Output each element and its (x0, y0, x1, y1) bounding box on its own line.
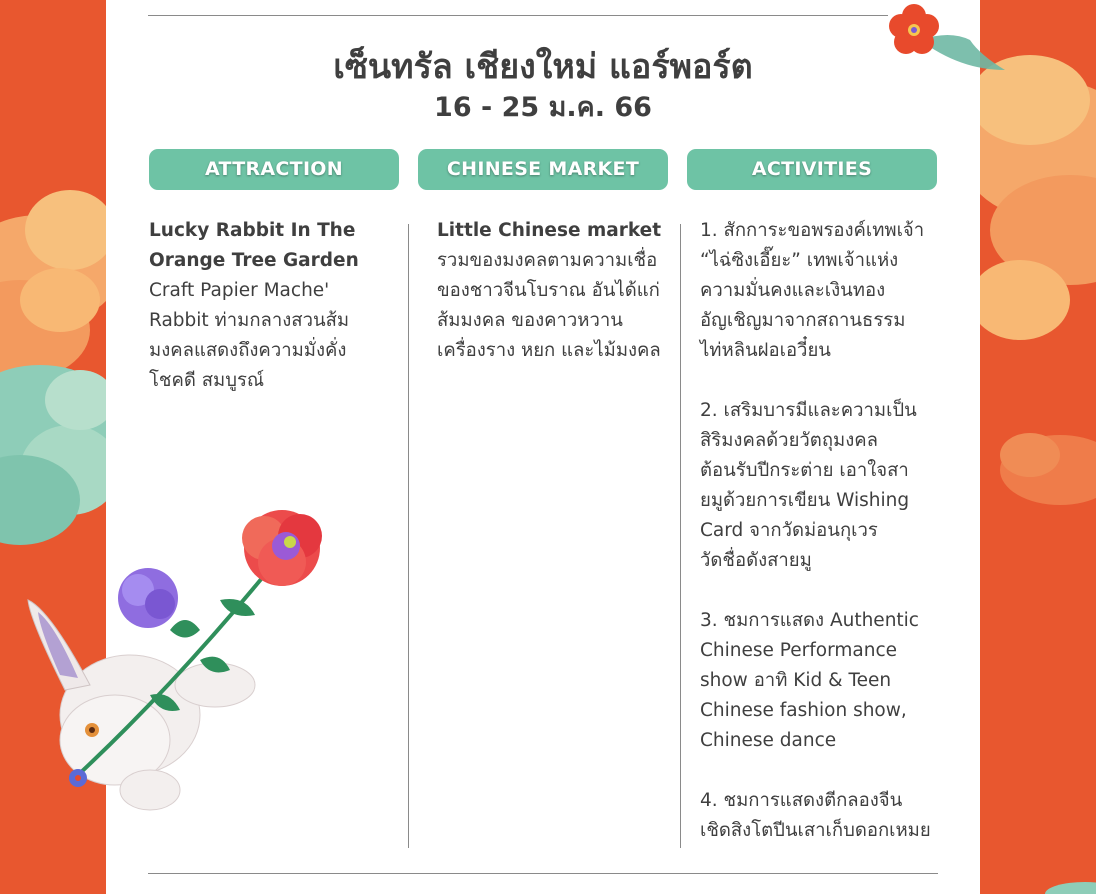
right-cloud-small (1000, 433, 1096, 505)
activity-item: 4. ชมการแสดงตีกลองจีน เชิดสิงโตปีนเสาเก็บดอกเหมย (700, 790, 931, 841)
column-divider (680, 224, 681, 848)
activity-item: 2. เสริมบารมีและความเป็น สิริมงคลด้วยวัตถุมงคล ต้อนรับปีกระต่าย เอาใจสา ยมูด้วยการเขียน Wishing Card จากวัดม่อนกุเวร วัดชื่อดังสายมู (700, 400, 917, 571)
market-column (437, 216, 675, 366)
event-date: 16 - 25 ม.ค. 66 (434, 92, 652, 123)
left-cloud-orange (0, 190, 120, 380)
activity-item: 3. ชมการแสดง Authentic Chinese Performance show อาทิ Kid & Teen Chinese fashion show, Chinese dance (700, 610, 919, 751)
rabbit-illustration (20, 500, 340, 830)
tab-activities[interactable]: ACTIVITIES (687, 149, 937, 190)
activity-item: 1. สักการะขอพรองค์เทพเจ้า “ไฉ่ซิงเอี๊ยะ” เทพเจ้าแห่ง ความมั่นคงและเงินทอง อัญเชิญมาจากสถานธรรม ไท่หลินฝอเอวี๋ยน (700, 220, 925, 361)
market-description: รวมของมงคลตามความเชื่อ ของชาวจีนโบราณ อันได้แก่ ส้มมงคล ของคาวหวาน เครื่องราง หยก และไม้มงคล (437, 250, 661, 361)
attraction-heading: Lucky Rabbit In The Orange Tree Garden (149, 220, 359, 271)
tab-chinese-market[interactable]: CHINESE MARKET (418, 149, 668, 190)
attraction-column (149, 216, 399, 396)
bottom-divider (148, 873, 938, 874)
page-title: เซ็นทรัล เชียงใหม่ แอร์พอร์ต (333, 47, 753, 87)
market-heading: Little Chinese market (437, 220, 662, 241)
top-divider (148, 15, 888, 16)
column-divider (408, 224, 409, 848)
activities-column (700, 216, 940, 876)
attraction-description: Craft Papier Mache' Rabbit ท่ามกลางสวนส้ม มงคลแสดงถึงความมั่งคั่ง โชคดี สมบูรณ์ (149, 280, 350, 391)
right-cloud-orange (960, 55, 1096, 340)
tab-attraction[interactable]: ATTRACTION (149, 149, 399, 190)
